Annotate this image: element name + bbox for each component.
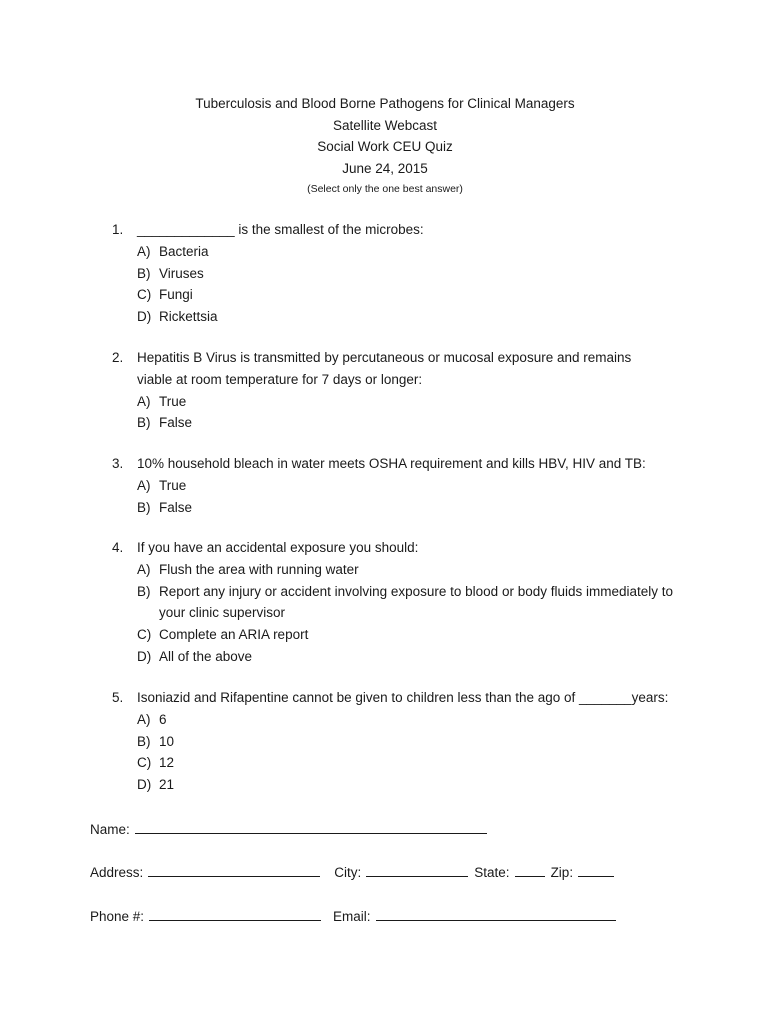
option-letter: B) xyxy=(137,499,151,515)
answer-option[interactable] xyxy=(137,391,699,413)
option-text: True xyxy=(159,393,187,409)
question-text: _____________ is the smallest of the microbes: xyxy=(137,222,424,237)
answer-option[interactable] xyxy=(137,752,707,774)
option-text: False xyxy=(159,415,193,431)
option-letter: C) xyxy=(137,287,152,303)
answer-option[interactable] xyxy=(137,709,707,731)
question-number: 3. xyxy=(112,456,124,471)
answer-option[interactable] xyxy=(137,475,707,497)
address-field[interactable] xyxy=(148,862,320,877)
option-text: Rickettsia xyxy=(159,309,218,325)
name-field[interactable] xyxy=(135,819,487,834)
option-letter: D) xyxy=(137,777,152,793)
question-text: 10% household bleach in water meets OSHA requirement and kills HBV, HIV and TB: xyxy=(137,456,646,471)
option-text: True xyxy=(159,477,187,493)
zip-label: Zip: xyxy=(550,865,574,880)
answer-option[interactable] xyxy=(137,412,699,434)
quiz-date: June 24, 2015 xyxy=(342,160,428,176)
quiz-instruction: (Select only the one best answer) xyxy=(307,183,463,195)
name-label: Name: xyxy=(90,822,130,837)
option-letter: B) xyxy=(137,583,151,599)
question-4 xyxy=(112,537,707,668)
option-text: Complete an ARIA report xyxy=(159,627,309,643)
option-letter: A) xyxy=(137,477,151,493)
option-letter: A) xyxy=(137,243,151,259)
option-text: False xyxy=(159,499,193,515)
answer-option[interactable] xyxy=(137,559,707,581)
option-text: Bacteria xyxy=(159,243,209,259)
quiz-header xyxy=(0,93,770,199)
option-text: 10 xyxy=(159,733,175,749)
option-text: Fungi xyxy=(159,287,193,303)
answer-option[interactable] xyxy=(137,241,707,263)
option-letter: A) xyxy=(137,711,151,727)
option-letter: B) xyxy=(137,265,151,281)
option-letter: C) xyxy=(137,627,152,643)
answer-option[interactable] xyxy=(137,263,707,285)
option-text: 21 xyxy=(159,777,175,793)
option-letter: C) xyxy=(137,755,152,771)
question-text: Isoniazid and Rifapentine cannot be given to children less than the ago of _______years: xyxy=(137,690,669,705)
city-field[interactable] xyxy=(366,862,468,877)
question-1 xyxy=(112,219,707,328)
city-label: City: xyxy=(334,865,362,880)
option-letter: A) xyxy=(137,393,151,409)
course-title: Tuberculosis and Blood Borne Pathogens for Clinical Managers xyxy=(195,96,575,111)
name-row xyxy=(90,819,487,837)
option-text: 12 xyxy=(159,755,175,771)
question-number: 4. xyxy=(112,540,124,555)
answer-option[interactable] xyxy=(137,581,707,625)
option-letter: B) xyxy=(137,733,151,749)
address-label: Address: xyxy=(90,865,144,880)
quiz-name: Social Work CEU Quiz xyxy=(317,139,453,154)
question-number: 5. xyxy=(112,690,124,705)
question-5 xyxy=(112,687,707,796)
address-row xyxy=(90,862,614,880)
email-field[interactable] xyxy=(376,906,616,921)
option-letter: B) xyxy=(137,415,151,431)
answer-option[interactable] xyxy=(137,306,707,328)
option-text: Flush the area with running water xyxy=(159,561,359,577)
option-text: 6 xyxy=(159,711,167,727)
answer-option[interactable] xyxy=(137,646,707,668)
option-text: All of the above xyxy=(159,648,253,664)
question-3 xyxy=(112,453,707,518)
question-number: 1. xyxy=(112,222,124,237)
answer-option[interactable] xyxy=(137,774,707,796)
course-subtitle: Satellite Webcast xyxy=(332,117,438,133)
question-number: 2. xyxy=(112,350,124,365)
phone-field[interactable] xyxy=(149,906,321,921)
option-text: Report any injury or accident involving exposure to blood or body fluids immediately to your clinic supervisor xyxy=(159,583,674,621)
option-letter: D) xyxy=(137,648,152,664)
question-text: Hepatitis B Virus is transmitted by percutaneous or mucosal exposure and remains viable at room temperature for 7 days or longer: xyxy=(137,350,632,387)
answer-option[interactable] xyxy=(137,624,707,646)
state-field[interactable] xyxy=(515,862,545,877)
option-letter: D) xyxy=(137,309,152,325)
answer-option[interactable] xyxy=(137,497,707,519)
state-label: State: xyxy=(474,865,510,880)
option-text: Viruses xyxy=(159,265,204,281)
zip-field[interactable] xyxy=(578,862,614,877)
email-label: Email: xyxy=(333,909,371,924)
phone-label: Phone #: xyxy=(90,909,145,924)
question-text: If you have an accidental exposure you should: xyxy=(137,540,419,555)
question-2 xyxy=(112,347,699,434)
contact-row xyxy=(90,906,616,924)
answer-option[interactable] xyxy=(137,731,707,753)
answer-option[interactable] xyxy=(137,284,707,306)
option-letter: A) xyxy=(137,561,151,577)
